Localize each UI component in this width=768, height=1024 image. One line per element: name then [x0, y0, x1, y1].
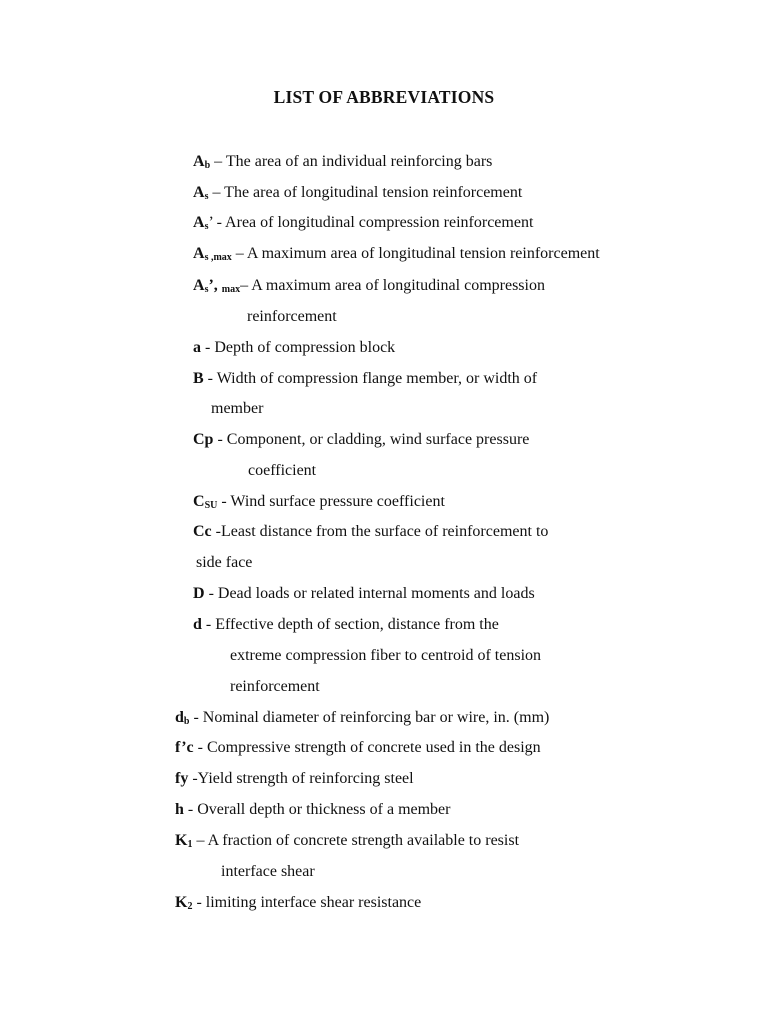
abbrev-continuation: member [211, 400, 264, 417]
definition: – The area of longitudinal tension reinforcement [208, 184, 523, 201]
symbol: A [193, 184, 205, 201]
definition: – The area of an individual reinforcing bars [210, 153, 493, 170]
abbrev-continuation: reinforcement [247, 308, 337, 325]
symbol: A [193, 214, 205, 231]
subscript: 1 [187, 839, 193, 850]
abbrev-entry-cp [193, 430, 529, 450]
definition: - Nominal diameter of reinforcing bar or wire, in. (mm) [189, 709, 550, 726]
definition: – A fraction of concrete strength available to resist [192, 832, 520, 849]
page-title: LIST OF ABBREVIATIONS [273, 87, 495, 107]
abbrev-entry-fy [175, 769, 414, 789]
abbrev-entry-b [193, 369, 537, 389]
subscript: s [204, 284, 209, 295]
abbrev-continuation: coefficient [248, 462, 317, 479]
symbol: Cc [193, 523, 212, 540]
symbol: A [193, 277, 205, 294]
definition: - Width of compression flange member, or width of [203, 370, 538, 387]
definition: – A maximum area of longitudinal compression [240, 277, 545, 294]
definition: - Compressive strength of concrete used in the design [193, 739, 541, 756]
abbrev-entry-fc [175, 738, 541, 758]
abbrev-entry-ab [193, 152, 492, 172]
symbol: A [193, 153, 205, 170]
subscript: b [204, 160, 211, 171]
definition: - Dead loads or related internal moments and loads [204, 585, 535, 602]
abbrev-entry-as [193, 183, 522, 203]
abbrev-continuation: side face [196, 554, 253, 571]
definition: - Overall depth or thickness of a member [183, 801, 451, 818]
subscript: 2 [187, 901, 193, 912]
definition: - Wind surface pressure coefficient [217, 493, 445, 510]
abbrev-entry-as-prime [193, 213, 533, 233]
abbrev-continuation: extreme compression fiber to centroid of tension [230, 647, 542, 664]
definition: -Least distance from the surface of reinforcement to [211, 523, 549, 540]
symbol: d [193, 616, 202, 633]
symbol: D [193, 585, 205, 602]
definition: - limiting interface shear resistance [192, 894, 422, 911]
abbrev-entry-k1 [175, 831, 519, 851]
subscript: s [204, 191, 209, 202]
abbrev-entry-d-upper [193, 584, 535, 604]
abbrev-continuation: interface shear [221, 863, 315, 880]
definition: -Yield strength of reinforcing steel [188, 770, 414, 787]
definition: - Effective depth of section, distance from the [201, 616, 499, 633]
symbol: C [193, 493, 205, 510]
abbrev-entry-k2 [175, 893, 421, 913]
definition: ’ - Area of longitudinal compression reinforcement [208, 214, 534, 231]
subscript: max [221, 284, 241, 295]
definition: – A maximum area of longitudinal tension reinforcement [231, 245, 600, 262]
abbrev-entry-as-max [193, 244, 600, 264]
symbol: K [175, 894, 188, 911]
subscript: b [183, 716, 190, 727]
abbrev-entry-a [193, 338, 395, 358]
abbrev-entry-d [193, 615, 499, 635]
abbrev-entry-as-prime-max [193, 276, 545, 296]
subscript: s ,max [204, 252, 232, 263]
abbrev-entry-db [175, 708, 549, 728]
definition: - Component, or cladding, wind surface pressure [213, 431, 530, 448]
definition: - Depth of compression block [201, 339, 396, 356]
symbol-suffix: ’, [208, 277, 222, 294]
symbol: fy [175, 770, 189, 787]
abbrev-entry-csu [193, 492, 445, 512]
symbol: A [193, 245, 205, 262]
symbol: Cp [193, 431, 214, 448]
symbol: d [175, 709, 184, 726]
symbol: f’c [175, 739, 194, 756]
symbol: a [193, 339, 201, 356]
symbol: B [193, 370, 204, 387]
abbrev-entry-h [175, 800, 450, 820]
abbrev-continuation: reinforcement [230, 678, 320, 695]
abbrev-entry-cc [193, 522, 548, 542]
subscript: SU [204, 500, 218, 511]
symbol: K [175, 832, 188, 849]
symbol: h [175, 801, 184, 818]
subscript: s [204, 221, 209, 232]
